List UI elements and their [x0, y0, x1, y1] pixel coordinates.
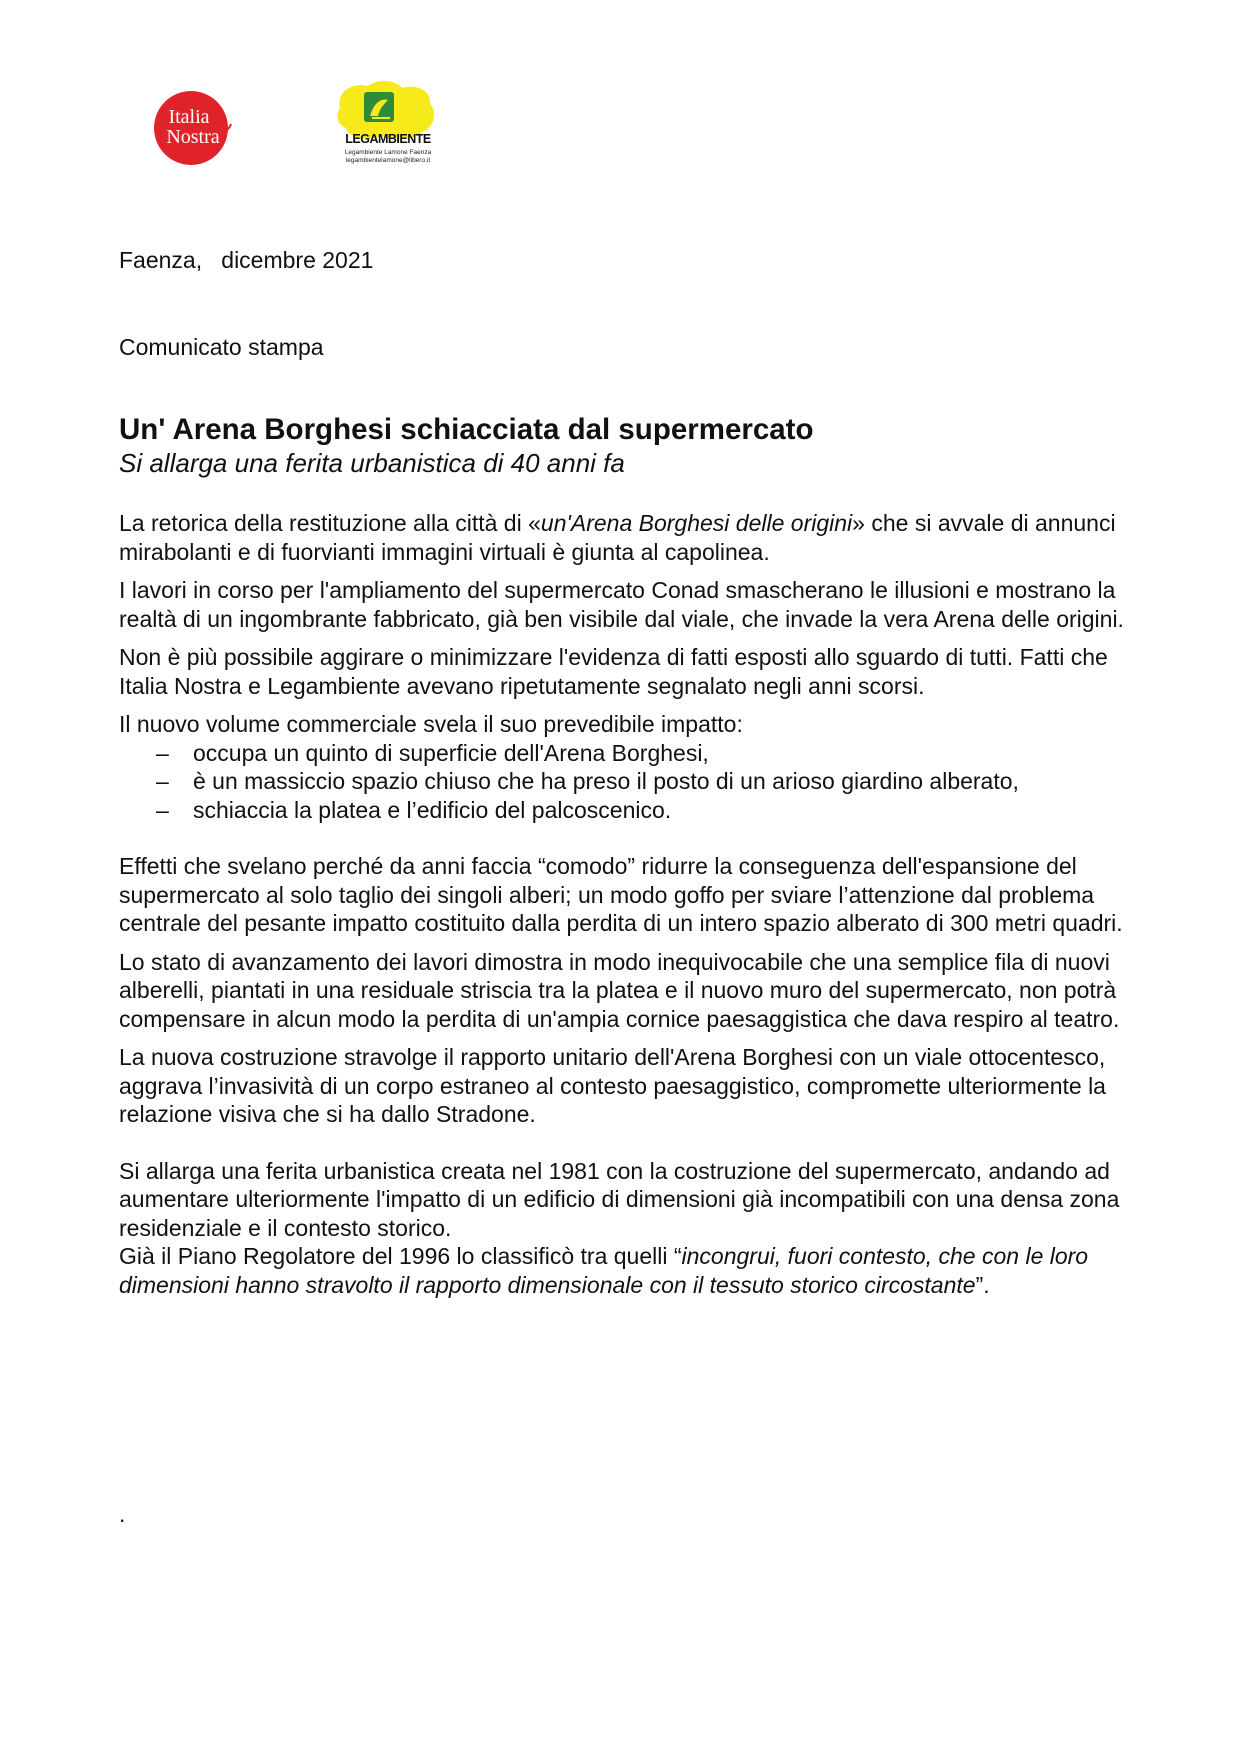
list-item	[119, 767, 1129, 796]
italia-nostra-logo-line2: Nostra	[166, 126, 220, 148]
list-item-text: occupa un quinto di superficie dell'Arena Borghesi,	[193, 739, 709, 766]
page-title: Un' Arena Borghesi schiacciata dal supermercato	[119, 413, 814, 446]
legambiente-logo-brand: LEGAMBIENTE	[345, 132, 431, 146]
paragraph-9-text-a: Già il Piano Regolatore del 1996 lo classificò tra quelli “	[119, 1243, 682, 1269]
list-item	[119, 739, 1129, 768]
legambiente-logo-email: legambientelamone@libero.it	[345, 157, 431, 164]
italia-nostra-logo-mark	[153, 88, 233, 168]
paragraph-9	[119, 1242, 1129, 1299]
kicker: Comunicato stampa	[119, 334, 324, 360]
list-dash: –	[156, 739, 169, 766]
page-subtitle: Si allarga una ferita urbanistica di 40 anni fa	[119, 448, 625, 478]
list-dash: –	[156, 768, 169, 794]
trailing-dot: .	[119, 1501, 126, 1527]
paragraph-7: La nuova costruzione stravolge il rapporto unitario dell'Arena Borghesi con un viale ottocentesco, aggrava l’invasività di un corpo estraneo al contesto paesaggistico, compromette ulteriormente la relazione visiva che si ha dallo Stradone.	[119, 1044, 1106, 1127]
impact-list	[119, 739, 1129, 825]
paragraph-5: Effetti che svelano perché da anni faccia “comodo” ridurre la conseguenza dell'espansione del supermercato al solo taglio dei singoli alberi; un modo goffo per sviare l’attenzione dal problema centrale del pesante impatto costituito dalla perdita di un intero spazio alberato di 300 metri quadri.	[119, 853, 1123, 936]
legambiente-logo	[330, 78, 442, 166]
paragraph-3: Non è più possibile aggirare o minimizzare l'evidenza di fatti esposti allo sguardo di tutti. Fatti che Italia Nostra e Legambiente avevano ripetutamente segnalato negli anni scorsi.	[119, 644, 1108, 699]
paragraph-1-text-b: » che si avvale di annunci mirabolanti e di fuorvianti immagini virtuali è giunta al capolinea.	[119, 510, 1116, 565]
list-item-text: è un massiccio spazio chiuso che ha preso il posto di un arioso giardino alberato,	[193, 768, 1019, 794]
paragraph-1-text-a: La retorica della restituzione alla città di «	[119, 510, 541, 536]
dateline-date: dicembre 2021	[221, 247, 374, 273]
dateline-city: Faenza,	[119, 247, 203, 273]
paragraph-4-intro: Il nuovo volume commerciale svela il suo prevedibile impatto:	[119, 711, 743, 737]
paragraph-6: Lo stato di avanzamento dei lavori dimostra in modo inequivocabile che una semplice fila di nuovi alberelli, piantati in una residuale striscia tra la platea e il nuovo muro del supermercato, non potrà compensare in alcun modo la perdita di un'ampia cornice paesaggistica che dava respiro al teatro.	[119, 948, 1120, 1032]
legambiente-logo-tagline: Legambiente Lamone Faenza	[344, 149, 432, 156]
list-dash: –	[156, 796, 169, 823]
list-item-text: schiaccia la platea e l’edificio del palcoscenico.	[193, 796, 672, 823]
italia-nostra-logo	[153, 88, 233, 168]
paragraph-9-text-b: ”.	[975, 1271, 990, 1298]
paragraph-1	[119, 509, 1129, 566]
list-item	[119, 796, 1129, 825]
paragraph-2: I lavori in corso per l'ampliamento del supermercato Conad smascherano le illusioni e mostrano la realtà di un ingombrante fabbricato, già ben visibile dal viale, che invade la vera Arena delle origini.	[119, 577, 1124, 632]
document-body	[119, 509, 1129, 1309]
paragraph-9-quote: incongrui, fuori contesto, che con le loro dimensioni hanno stravolto il rapporto dimensionale con il tessuto storico circostante	[119, 1243, 1089, 1298]
paragraph-1-quote: un'Arena Borghesi delle origini	[540, 510, 853, 536]
italia-nostra-logo-line1: Italia	[168, 106, 210, 128]
paragraph-8: Si allarga una ferita urbanistica creata nel 1981 con la costruzione del supermercato, andando ad aumentare ulteriormente l'impatto di un edificio di dimensioni già incompatibili con una densa zona residenziale e il contesto storico.	[119, 1157, 1120, 1241]
dateline	[119, 246, 1129, 275]
